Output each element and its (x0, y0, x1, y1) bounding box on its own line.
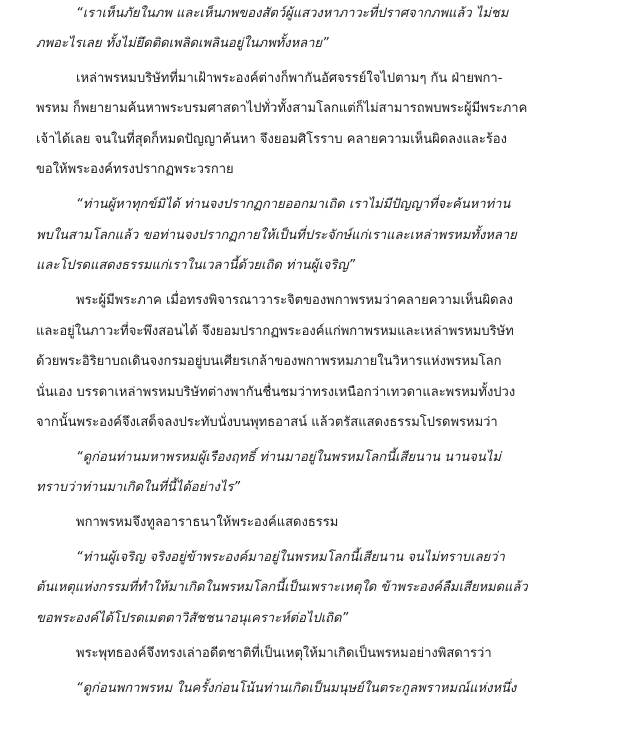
text-line (0, 410, 624, 436)
text-line (0, 606, 624, 632)
text-line (0, 575, 624, 601)
line-text: พกาพรหมจึงทูลอาราธนาให้พระองค์แสดงธรรม (76, 515, 339, 530)
line-text: “ท่านผู้หาทุกข์มิได้ ท่านจงปรากฏกายออกมาเถิด เราไม่มีปัญญาที่จะค้นหาท่าน (76, 197, 511, 212)
line-text: เหล่าพรหมบริษัทที่มาเฝ้าพระองค์ต่างก็พากันอัศจรรย์ใจไปตามๆ กัน ฝ่ายพกา- (76, 71, 503, 86)
line-text: จากนั้นพระองค์จึงเสด็จลงประทับนั่งบนพุทธอาสน์ แล้วตรัสแสดงธรรมโปรดพรหมว่า (36, 415, 498, 430)
text-line (0, 641, 624, 667)
text-line (0, 66, 624, 92)
text-line (0, 319, 624, 345)
line-text: “เราเห็นภัยในภพ และเห็นภพของสัตว์ผู้แสวงหาภาวะที่ปราศจากภพแล้ว ไม่ชม (76, 6, 509, 21)
line-text: “ดูก่อนพกาพรหม ในครั้งก่อนโน้นท่านเกิดเป็นมนุษย์ในตระกูลพราหมณ์แห่งหนึ่ง (76, 681, 517, 696)
line-text: นั่นเอง บรรดาเหล่าพรหมบริษัทต่างพากันชื่นชมว่าทรงเหนือกว่าเทวดาและพรหมทั้งปวง (36, 385, 516, 400)
text-line (0, 192, 624, 218)
line-text: พระพุทธองค์จึงทรงเล่าอดีตชาติที่เป็นเหตุให้มาเกิดเป็นพรหมอย่างพิสดารว่า (76, 646, 492, 661)
line-text: “ท่านผู้เจริญ จริงอยู่ข้าพระองค์มาอยู่ในพรหมโลกนี้เสียนาน จนไม่ทราบเลยว่า (76, 550, 505, 565)
text-line (0, 510, 624, 536)
line-text: และโปรดแสดงธรรมแก่เราในเวลานี้ด้วยเถิด ท่านผู้เจริญ” (36, 258, 356, 273)
line-text: “ดูก่อนท่านมหาพรหมผู้เรืองฤทธิ์ ท่านมาอยู่ในพรหมโลกนี้เสียนาน นานจนไม่ (76, 450, 501, 465)
text-line (0, 253, 624, 279)
line-text: เจ้าได้เลย จนในที่สุดก็หมดปัญญาค้นหา จึงยอมศิโรราบ คลายความเห็นผิดลงและร้อง (36, 132, 507, 147)
line-text: ขอให้พระองค์ทรงปรากฏพระวรกาย (36, 162, 234, 177)
text-line (0, 545, 624, 571)
text-line (0, 157, 624, 183)
text-line (0, 288, 624, 314)
line-text: ทราบว่าท่านมาเกิดในที่นี้ได้อย่างไร” (36, 480, 241, 495)
line-text: และอยู่ในภาวะที่จะพึงสอนได้ จึงยอมปรากฏพระองค์แก่พกาพรหมและเหล่าพรหมบริษัท (36, 324, 514, 339)
text-line (0, 31, 624, 57)
line-text: ขอพระองค์ได้โปรดเมตตาวิสัชชนาอนุเคราะห์ต่อไปเถิด” (36, 611, 349, 626)
text-line (0, 475, 624, 501)
line-text: ด้วยพระอิริยาบถเดินจงกรมอยู่บนเศียรเกล้าของพกาพรหมภายในวิหารแห่งพรหมโลก (36, 354, 502, 369)
text-line (0, 349, 624, 375)
text-line (0, 445, 624, 471)
text-line (0, 127, 624, 153)
text-line (0, 1, 624, 27)
text-line (0, 96, 624, 122)
line-text: พระผู้มีพระภาค เมื่อทรงพิจารณาวาระจิตของพกาพรหมว่าคลายความเห็นผิดลง (76, 293, 513, 308)
line-text: พบในสามโลกแล้ว ขอท่านจงปรากฏกายให้เป็นที่ประจักษ์แก่เราและเหล่าพรหมทั้งหลาย (36, 228, 517, 243)
line-text: ภพอะไรเลย ทั้งไม่ยึดติดเพลิดเพลินอยู่ในภพทั้งหลาย” (36, 36, 329, 51)
text-line (0, 676, 624, 702)
line-text: พรหม ก็พยายามค้นหาพระบรมศาสดาไปทั่วทั้งสามโลกแต่ก็ไม่สามารถพบพระผู้มีพระภาค (36, 101, 528, 116)
text-line (0, 380, 624, 406)
text-line (0, 223, 624, 249)
line-text: ต้นเหตุแห่งกรรมที่ทำให้มาเกิดในพรหมโลกนี้เป็นเพราะเหตุใด ข้าพระองค์ลืมเสียหมดแล้ว (36, 580, 528, 595)
